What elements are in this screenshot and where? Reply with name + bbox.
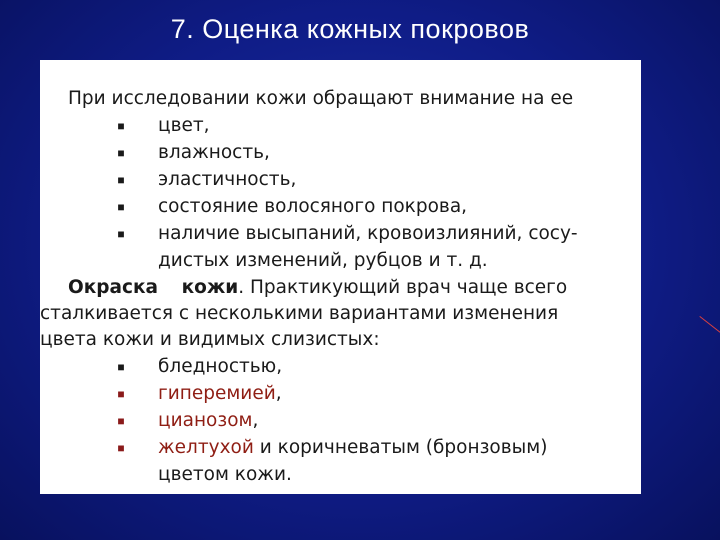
list-item-suffix: и коричневатым (бронзовым)	[253, 437, 548, 458]
square-bullet-icon: ■	[117, 414, 125, 428]
square-bullet-icon: ■	[117, 387, 125, 401]
content-panel	[40, 60, 641, 494]
list-item	[158, 383, 282, 405]
square-bullet-icon: ■	[117, 173, 125, 187]
square-bullet-icon: ■	[117, 360, 125, 374]
paragraph-text: . Практикующий врач чаще всего	[238, 277, 568, 298]
paragraph-line: цвета кожи и видимых слизистых:	[40, 329, 380, 350]
list-item: эластичность,	[158, 169, 297, 190]
paragraph-line	[68, 277, 614, 299]
bold-term: кожи	[181, 277, 239, 298]
square-bullet-icon: ■	[117, 441, 125, 455]
list-item-continuation: цветом кожи.	[158, 464, 292, 485]
paragraph-line: сталкивается с несколькими вариантами изменения	[40, 303, 559, 324]
list-item-text: наличие высыпаний, кровоизлияний, сосу-	[158, 223, 578, 244]
list-item-suffix: ,	[252, 410, 259, 431]
highlighted-term: цианозом	[158, 410, 253, 431]
slide-title: 7. Оценка кожных покровов	[170, 14, 530, 44]
square-bullet-icon: ■	[117, 119, 125, 133]
list-item-continuation: дистых изменений, рубцов и т. д.	[158, 250, 488, 271]
list-item-suffix: ,	[275, 383, 282, 404]
intro-text: При исследовании кожи обращают внимание на ее	[68, 88, 574, 109]
square-bullet-icon: ■	[117, 200, 125, 214]
decorative-line	[699, 316, 720, 333]
list-item	[158, 223, 616, 245]
square-bullet-icon: ■	[117, 146, 125, 160]
highlighted-term: гиперемией	[158, 383, 276, 404]
list-item: цвет,	[158, 115, 210, 136]
highlighted-term: желтухой	[158, 437, 254, 458]
list-item: влажность,	[158, 142, 270, 163]
list-item	[158, 437, 547, 459]
square-bullet-icon: ■	[117, 227, 125, 241]
bold-term: Окраска	[68, 277, 159, 298]
list-item: состояние волосяного покрова,	[158, 196, 468, 217]
list-item	[158, 410, 258, 432]
list-item: бледностью,	[158, 356, 283, 377]
